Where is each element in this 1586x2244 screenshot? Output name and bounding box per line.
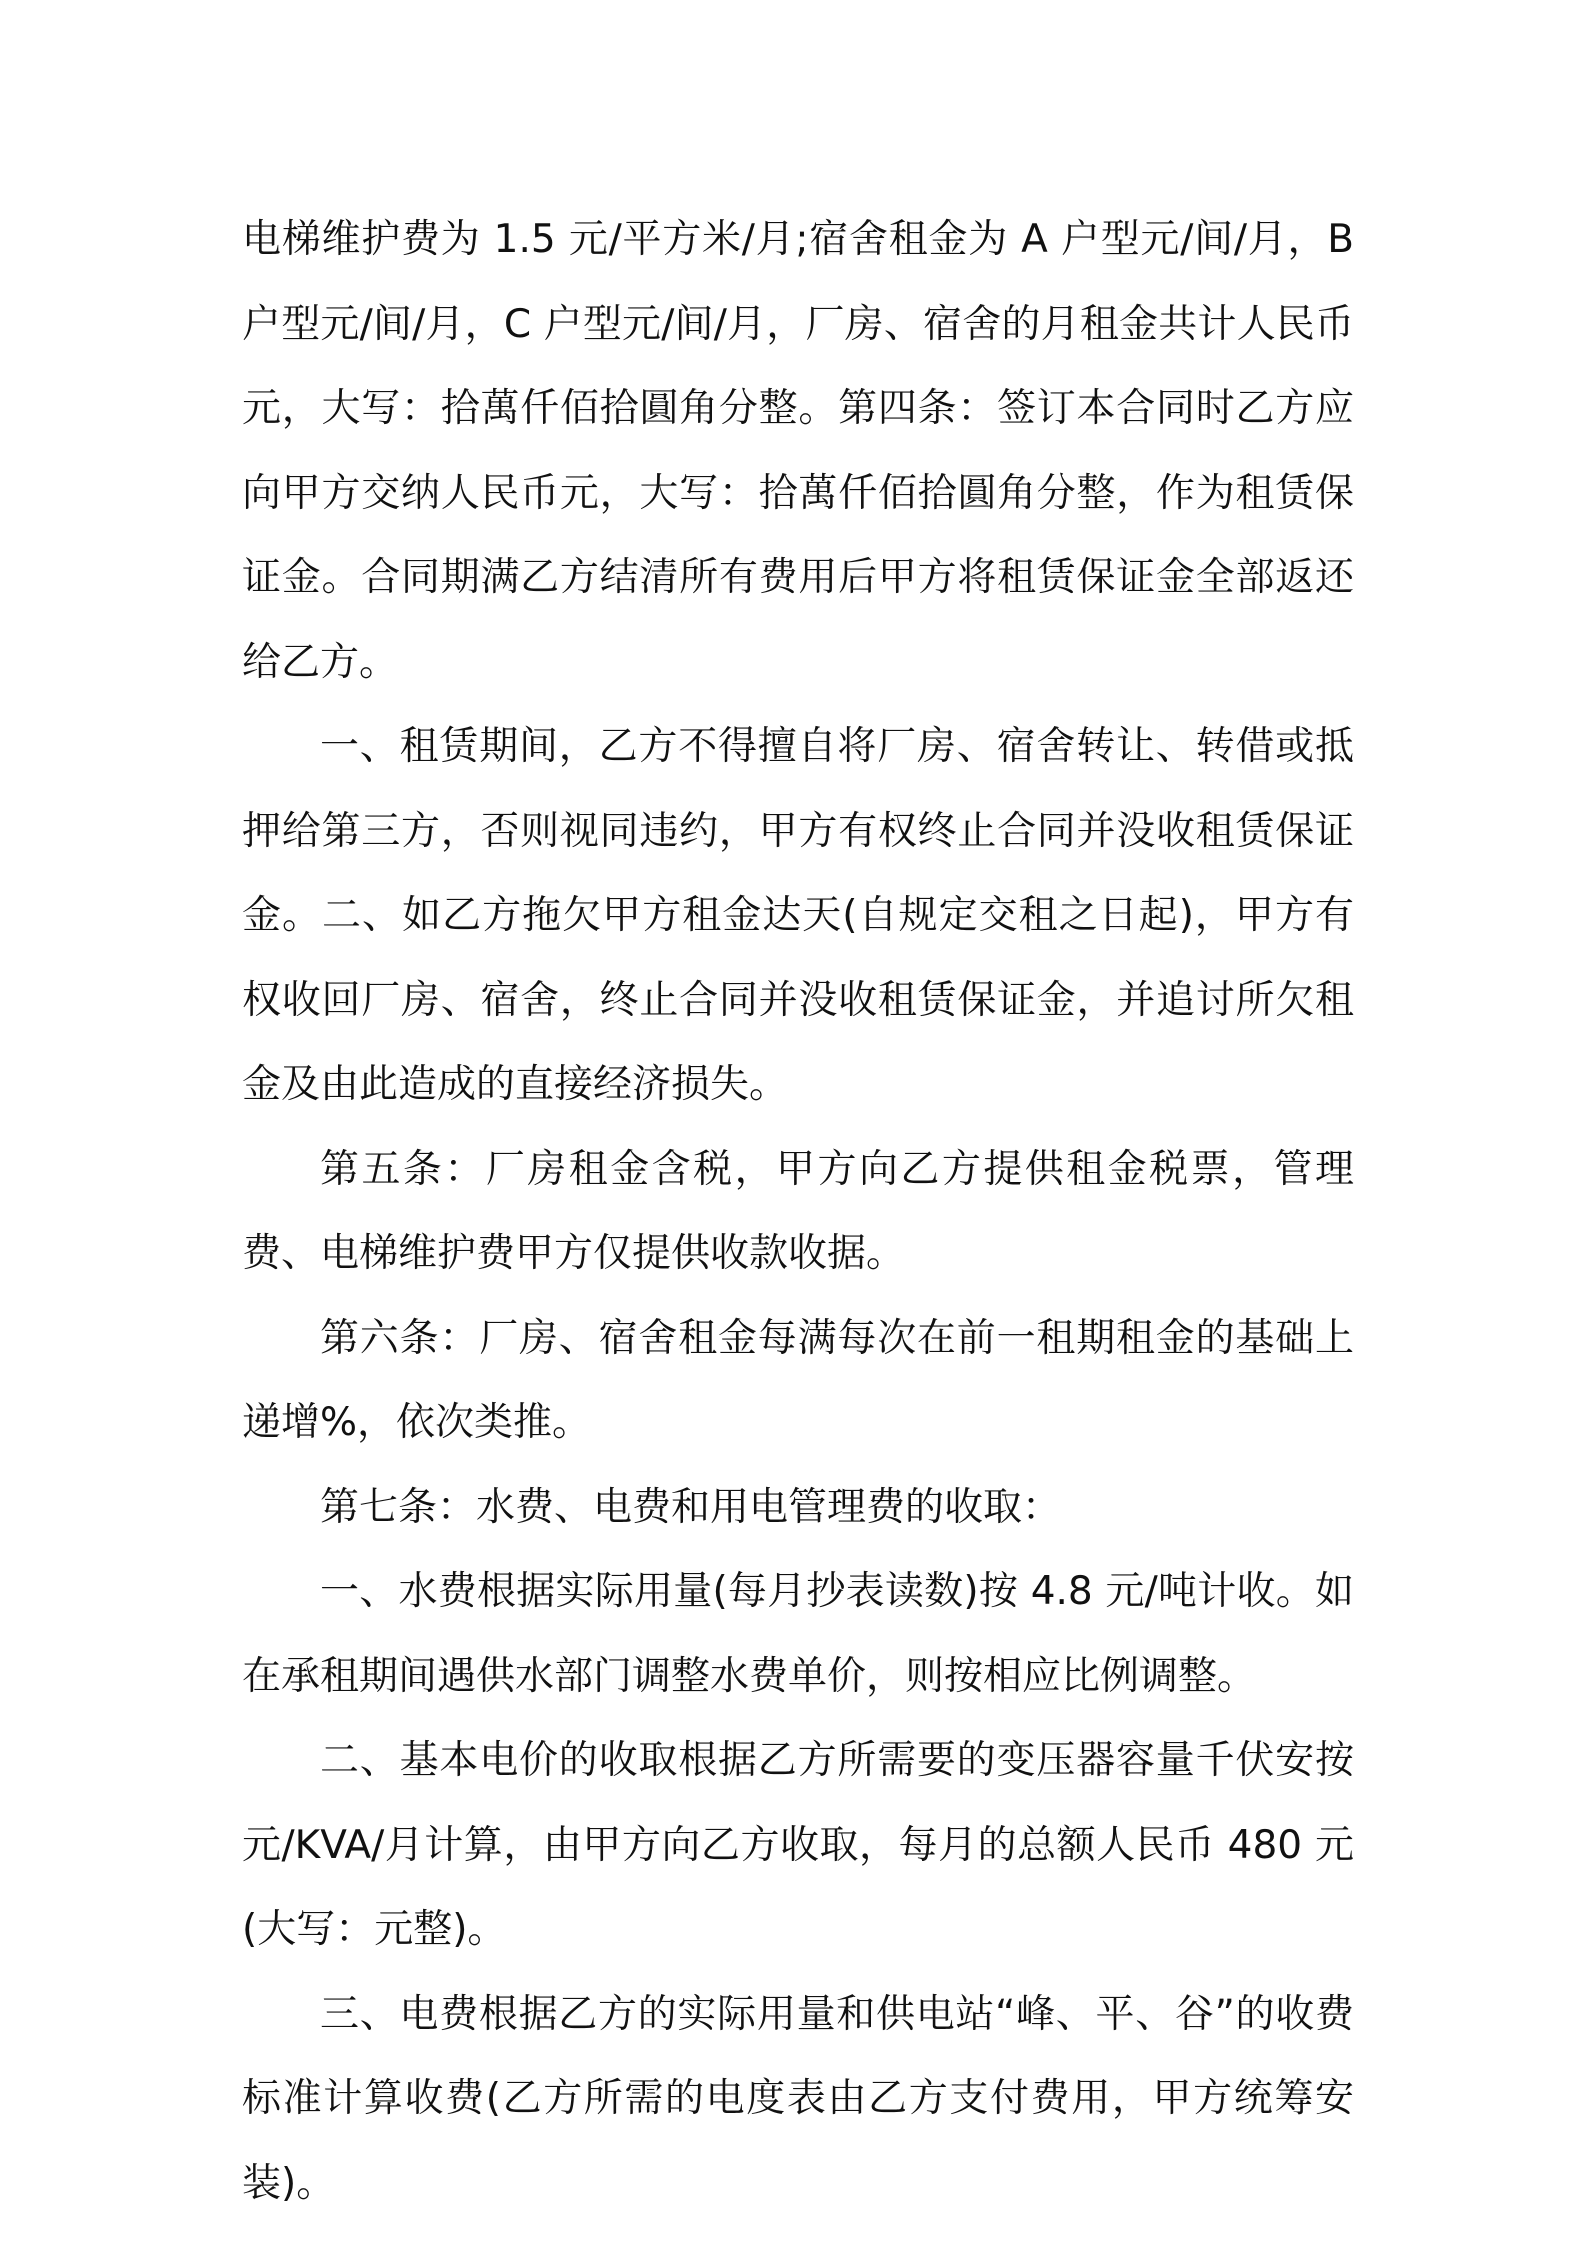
paragraph-basic-electricity: 二、基本电价的收取根据乙方所需要的变压器容量千伏安按元/KVA/月计算，由甲方向乙方收取，每月的总额人民币 480 元(大写：元整)。 (242, 1738, 1354, 1952)
paragraph-electricity-fee: 三、电费根据乙方的实际用量和供电站“峰、平、谷”的收费标准计算收费(乙方所需的电度表由乙方支付费用，甲方统筹安装)。 (242, 1991, 1354, 2206)
paragraph-article-7-heading: 第七条：水费、电费和用电管理费的收取： (320, 1484, 1062, 1530)
document-body (242, 198, 1354, 2226)
paragraph-lease-violations: 一、租赁期间，乙方不得擅自将厂房、宿舍转让、转借或抵押给第三方，否则视同违约，甲方有权终止合同并没收租赁保证金。二、如乙方拖欠甲方租金达天(自规定交租之日起)，甲方有权收回厂房、宿舍，终止合同并没收租赁保证金，并追讨所欠租金及由此造成的直接经济损失。 (242, 724, 1354, 1107)
paragraph-water-fee: 一、水费根据实际用量(每月抄表读数)按 4.8 元/吨计收。如在承租期间遇供水部门调整水费单价，则按相应比例调整。 (242, 1569, 1354, 1699)
paragraph-article-6: 第六条：厂房、宿舍租金每满每次在前一租期租金的基础上递增%，依次类推。 (242, 1315, 1354, 1445)
paragraph-rent-fees: 电梯维护费为 1.5 元/平方米/月;宿舍租金为 A 户型元/间/月，B 户型元/间/月，C 户型元/间/月，厂房、宿舍的月租金共计人民币元，大写：拾萬仟佰拾圓角分整。第四条：签订本合同时乙方应向甲方交纳人民币元，大写：拾萬仟佰拾圓角分整，作为租赁保证金。合同期满乙方结清所有费用后甲方将租赁保证金全部返还给乙方。 (242, 217, 1354, 685)
paragraph-article-5: 第五条：厂房租金含税，甲方向乙方提供租金税票，管理费、电梯维护费甲方仅提供收款收据。 (242, 1146, 1354, 1276)
